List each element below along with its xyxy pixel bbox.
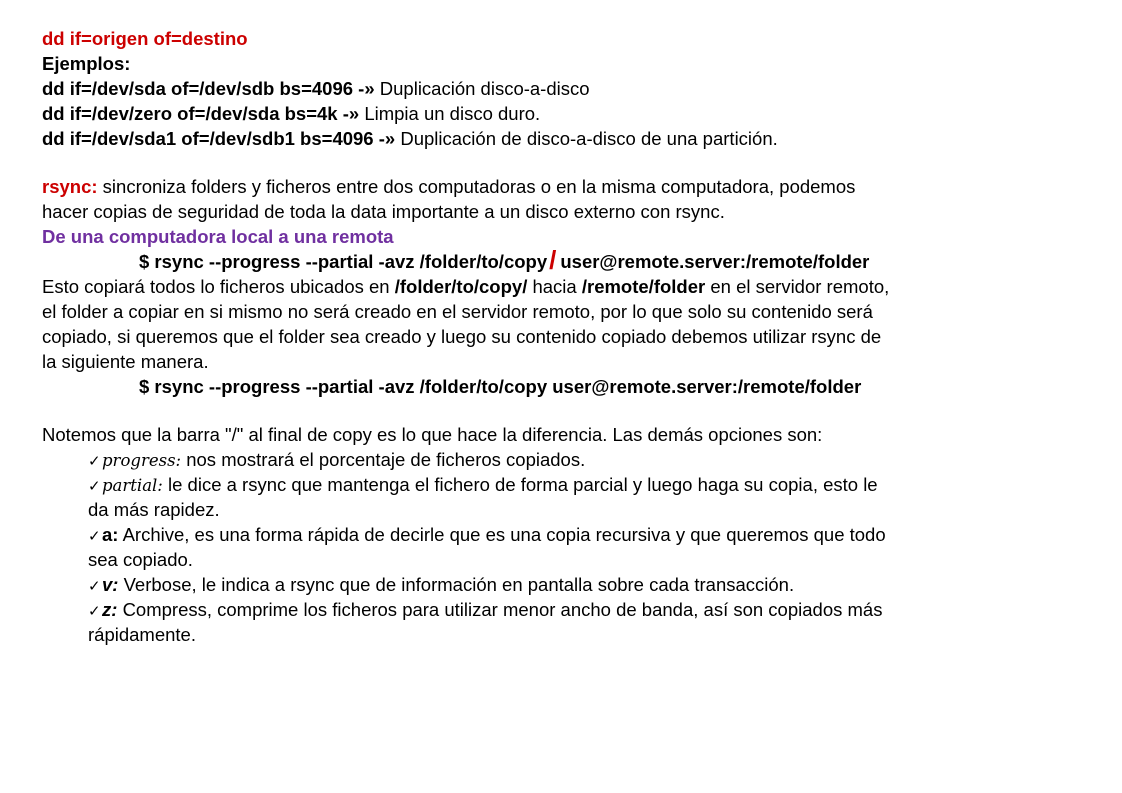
option-z-cont: rápidamente. xyxy=(88,624,196,645)
dd-syntax: dd if=origen of=destino xyxy=(42,28,248,49)
option-desc: Compress, comprime los ficheros para utilizar menor ancho de banda, así son copiados más xyxy=(122,599,883,620)
option-key: partial: xyxy=(102,476,163,495)
dd-example-cmd: dd if=/dev/sda1 of=/dev/sdb1 bs=4096 -» xyxy=(42,128,396,149)
option-key: z: xyxy=(102,599,118,620)
option-progress xyxy=(88,447,1102,472)
dd-example-cmd: dd if=/dev/sda of=/dev/sdb bs=4096 -» xyxy=(42,78,375,99)
rsync-command-1-part-2: user@remote.server:/remote/folder xyxy=(560,251,870,272)
explain-text: en el servidor remoto, xyxy=(705,276,890,297)
spacer xyxy=(42,151,1102,174)
option-desc: Verbose, le indica a rsync que de información en pantalla sobre cada transacción. xyxy=(123,574,795,595)
spacer xyxy=(42,399,1102,422)
option-desc: le dice a rsync que mantenga el fichero de forma parcial y luego haga su copia, esto le xyxy=(168,474,878,495)
checkmark-icon: ✓ xyxy=(88,578,101,595)
option-key: progress: xyxy=(102,451,182,470)
option-z xyxy=(88,597,1102,622)
options-note: Notemos que la barra "/" al final de copy es lo que hace la diferencia. Las demás opciones son: xyxy=(42,424,823,445)
rsync-label: rsync: xyxy=(42,176,98,197)
checkmark-icon: ✓ xyxy=(88,603,101,620)
rsync-desc-text: sincroniza folders y ficheros entre dos computadoras o en la misma computadora, podemos xyxy=(102,176,856,197)
explain-text: hacia xyxy=(527,276,582,297)
dd-example-3 xyxy=(42,126,1102,151)
dd-example-desc: Duplicación disco-a-disco xyxy=(379,78,590,99)
rsync-desc-line-1 xyxy=(42,174,1102,199)
dd-example-2 xyxy=(42,101,1102,126)
examples-label: Ejemplos: xyxy=(42,53,131,74)
dd-example-desc: Limpia un disco duro. xyxy=(364,103,541,124)
rsync-command-1 xyxy=(42,245,1102,275)
option-v xyxy=(88,572,1102,597)
source-path: /folder/to/copy/ xyxy=(394,276,528,297)
option-desc: nos mostrará el porcentaje de ficheros copiados. xyxy=(186,449,586,470)
explain-line-2: el folder a copiar en si mismo no será creado en el servidor remoto, por lo que solo su contenido será xyxy=(42,301,873,322)
rsync-command-2: $ rsync --progress --partial -avz /folder/to/copy user@remote.server:/remote/folder xyxy=(139,376,862,397)
option-a xyxy=(88,522,1102,547)
dd-example-cmd: dd if=/dev/zero of=/dev/sda bs=4k -» xyxy=(42,103,360,124)
highlighted-slash: / xyxy=(549,245,557,275)
dd-example-1 xyxy=(42,76,1102,101)
rsync-command-1-part-1: $ rsync --progress --partial -avz /folder/to/copy xyxy=(139,251,548,272)
dest-path: /remote/folder xyxy=(581,276,706,297)
option-key: v: xyxy=(102,574,119,595)
option-partial xyxy=(88,472,1102,497)
explain-line-1 xyxy=(42,274,1102,299)
option-key: a: xyxy=(102,524,119,545)
local-to-remote-heading: De una computadora local a una remota xyxy=(42,226,394,247)
option-a-cont: sea copiado. xyxy=(88,549,193,570)
options-list xyxy=(42,447,1102,647)
option-desc: Archive, es una forma rápida de decirle que es una copia recursiva y que queremos que todo xyxy=(122,524,886,545)
checkmark-icon: ✓ xyxy=(88,478,101,495)
explain-line-3: copiado, si queremos que el folder sea creado y luego su contenido copiado debemos utilizar rsync de xyxy=(42,326,882,347)
dd-example-desc: Duplicación de disco-a-disco de una partición. xyxy=(400,128,778,149)
slide-content xyxy=(42,26,1102,647)
checkmark-icon: ✓ xyxy=(88,453,101,470)
rsync-desc-line-2: hacer copias de seguridad de toda la data importante a un disco externo con rsync. xyxy=(42,201,725,222)
option-partial-cont: da más rapidez. xyxy=(88,499,220,520)
explain-text: Esto copiará todos lo ficheros ubicados en xyxy=(42,276,395,297)
explain-line-4: la siguiente manera. xyxy=(42,351,209,372)
checkmark-icon: ✓ xyxy=(88,528,101,545)
